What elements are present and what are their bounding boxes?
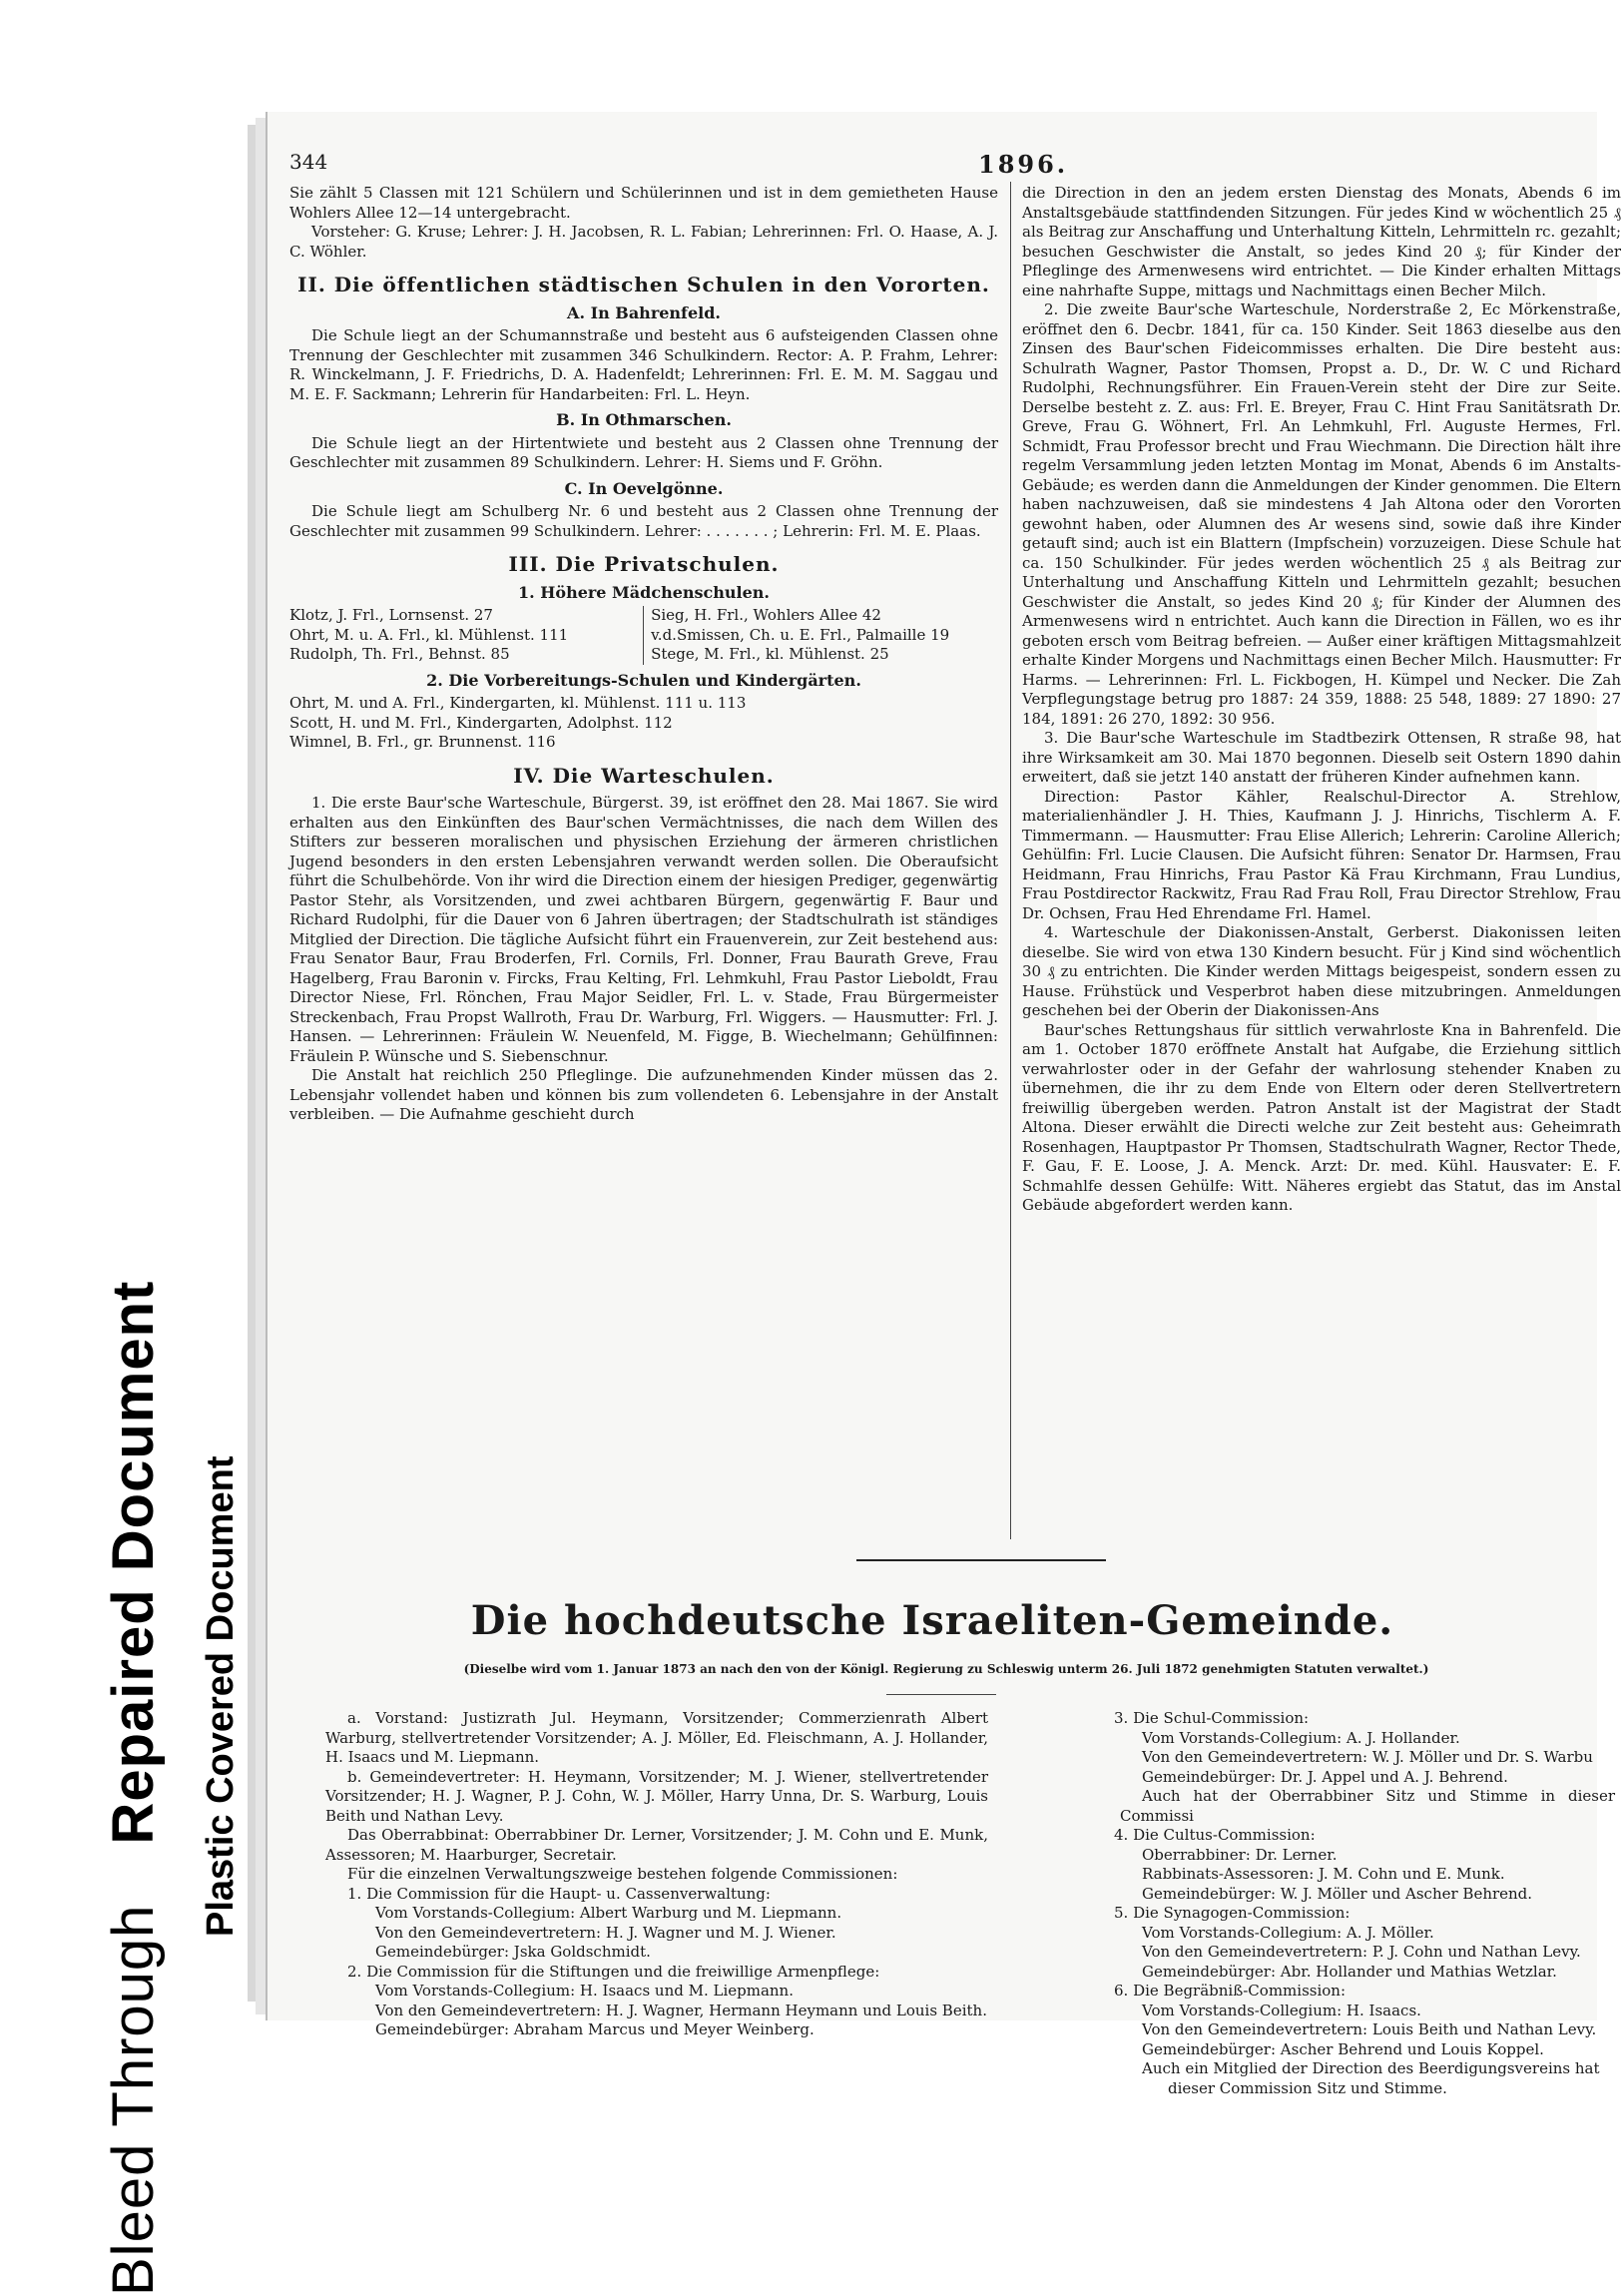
list-item: Rudolph, Th. Frl., Behnst. 85: [289, 645, 510, 663]
commission-line: Gemeindebürger: Dr. J. Appel und A. J. Behrend.: [1142, 1767, 1508, 1786]
document-page: [268, 112, 1621, 2097]
commission-line: Gemeindebürger: Abr. Hollander und Mathias Wetzlar.: [1142, 1962, 1557, 1981]
paragraph: 3. Die Baur'sche Warteschule im Stadtbezirk Ottensen, R straße 98, hat ihre Wirksamkeit am 30. Mai 1870 begonnen. Dieselb seit Ostern 1890 dahin erweitert, daß sie jetzt 140 anstatt der früheren Kinder aufnehmen kann.: [1022, 729, 1621, 786]
commission-line: 5. Die Synagogen-Commission:: [1114, 1904, 1351, 1922]
intro-paragraph: Vorsteher: G. Kruse; Lehrer: J. H. Jacobsen, R. L. Fabian; Lehrerinnen: Frl. O. Haase, A. J. C. Wöhler.: [289, 223, 998, 261]
subsection-title: A. In Bahrenfeld.: [567, 302, 721, 322]
commission-line: b. Gemeindevertreter: H. Heymann, Vorsitzender; M. J. Wiener, stellvertretender Vorsitzender; H. J. Wagner, P. J. Cohn, W. J. Möller, Harry Unna, Dr. S. Warburg, Louis Beith und Nathan Levy.: [325, 1767, 988, 1825]
intro-paragraph: Sie zählt 5 Classen mit 121 Schülern und Schülerinnen und ist in dem gemietheten Hause Wohlers Allee 12—14 untergebracht.: [289, 184, 998, 222]
paragraph: Die Schule liegt an der Hirtentwiete und besteht aus 2 Classen ohne Trennung der Geschlechter mit zusammen 89 Schulkindern. Lehrer: H. Siems und F. Gröhn.: [289, 433, 998, 471]
subsection-title: B. In Othmarschen.: [556, 410, 732, 429]
paragraph: 1. Die erste Baur'sche Warteschule, Bürgerst. 39, ist eröffnet den 28. Mai 1867. Sie wird erhalten aus den Einkünften des Baur'schen Vermächtnisses, die nach dem Willen des Stifters zur besseren moralischen und physischen Erziehung der ärmeren christlichen Jugend besonders in den ersten Lebensjahren verwandt werden sollen. Die Oberaufsicht führt die Schulbehörde. Von ihr wird die Direction einem der hiesigen Prediger, gegenwärtig Pastor Stehr, als Vorsitzenden, und zwei achtbaren Bürgern, gegenwärtig F. Baur und Richard Rudolphi, für die Dauer von 6 Jahren übertragen; der Stadtschulrath ist ständiges Mitglied der Direction. Die tägliche Aufsicht führt ein Frauenverein, zur Zeit bestehend aus: Frau Senator Baur, Frau Broderfen, Frl. Cornils, Frl. Donner, Frau Baurath Greve, Frau Hagelberg, Frau Baronin v. Fircks, Frau Kelting, Frl. Lehmkuhl, Frau Pastor Lieboldt, Frau Director Niese, Frl. Rönchen, Frau Major Seidler, Frl. L. v. Stade, Frau Bürgermeister Streckenbach, Frau Propst Wallroth, Frau Dr. Warburg, Frl. Wiggers. — Hausmutter: Frl. J. Hansen. — Lehrerinnen: Fräulein W. Neuenfeld, M. Figge, B. Wiechelmann; Gehülfinnen: Fräulein P. Wünsche und S. Siebenschnur.: [289, 794, 998, 1065]
section-title: IV. Die Warteschulen.: [513, 763, 775, 788]
commission-line: Gemeindebürger: Jska Goldschmidt.: [375, 1943, 651, 1961]
commission-line: a. Vorstand: Justizrath Jul. Heymann, Vorsitzender; Commerzienrath Albert Warburg, stellvertretender Vorsitzender; A. J. Möller, Ed. Fleischmann, A. J. Hollander, H. Isaacs und M. Liepmann.: [325, 1709, 988, 1766]
commission-line: Von den Gemeindevertretern: H. J. Wagner und M. J. Wiener.: [375, 1923, 836, 1942]
list-item: Klotz, J. Frl., Lornsenst. 27: [289, 606, 493, 624]
commission-line: Von den Gemeindevertretern: H. J. Wagner, Hermann Heymann und Louis Beith.: [375, 2001, 987, 2019]
commission-line: 3. Die Schul-Commission:: [1114, 1709, 1310, 1727]
page-year: 1896.: [978, 150, 1069, 179]
subsection-title: 2. Die Vorbereitungs-Schulen und Kindergärten.: [426, 670, 861, 690]
commission-line: Gemeindebürger: Abraham Marcus und Meyer Weinberg.: [375, 2020, 814, 2038]
page-number: 344: [289, 150, 328, 174]
commission-line: Gemeindebürger: W. J. Möller und Ascher Behrend.: [1142, 1884, 1533, 1903]
commission-line: Vom Vorstands-Collegium: A. J. Hollander.: [1142, 1728, 1460, 1747]
commission-line: 4. Die Cultus-Commission:: [1114, 1826, 1316, 1844]
paragraph: 2. Die zweite Baur'sche Warteschule, Norderstraße 2, Ec Mörkenstraße, eröffnet den 6. Decbr. 1841, für ca. 150 Kinder. Seit 1863 dieselbe aus den Zinsen des Baur'schen Fideicommisses erhalten. Die Dire besteht aus: Schulrath Wagner, Pastor Thomsen, Propst a. D., Dr. W. C und Richard Rudolphi, Rechnungsführer. Ein Frauen-Verein steht der Dire zur Seite. Derselbe besteht z. Z. aus: Frl. E. Breyer, Frau C. Hint Frau Sanitätsrath Dr. Greve, Frau G. Wöhnert, Frl. An Lehmkuhl, Frl. Auguste Hermes, Frl. Schmidt, Frau Professor brecht und Frau Wiechmann. Die Direction hält ihre regelm Versammlung jeden letzten Montag im Monat, Abends 6 im Anstalts-Gebäude; es werden dann die Anmeldungen der Kinder genommen. Die Eltern haben nachzuweisen, daß sie mindestens 4 Jah Altona oder den Vororten gewohnt haben, oder Alumnen des Ar wesens sind, sowie daß ihre Kinder getauft sind; auch ist ein Blattern (Impfschein) vorzuzeigen. Diese Schule hat ca. 150 Schulkinder. Für jedes werden wöchentlich 25 ₰ als Beitrag zur Unterhaltung und Anschaffung Kitteln und Lehrmitteln gezahlt; besuchen Geschwister die Anstalt, so jedes Kind 20 ₰; für Kinder der Alumnen des Armenwesens wird n entrichtet. Auch kann die Direction in Fällen, wo es ihr geboten ersch vom Beitrag befreien. — Außer einer kräftigen Mittagsmahlzeit erhalte Kinder Morgens und Nachmittags einen Becher Milch. Hausmutter: Fr Harms. — Lehrerinnen: Frl. L. Fickbogen, H. Kümpel und Necker. Die Zah Verpflegungstage betrug pro 1887: 24 359, 1888: 25 548, 1889: 27 1890: 27 184, 1891: 26 270, 1892: 30 956.: [1022, 300, 1621, 728]
commission-line: Rabbinats-Assessoren: J. M. Cohn und E. Munk.: [1142, 1865, 1505, 1883]
list-item: Stege, M. Frl., kl. Mühlenst. 25: [651, 645, 889, 663]
paragraph: die Direction in den an jedem ersten Dienstag des Monats, Abends 6 im Anstaltsgebäude stattfindenden Sitzungen. Für jedes Kind w wöchentlich 25 ₰ als Beitrag zur Anschaffung und Unterhaltung Kitteln, Lehrmitteln rc. gezahlt; besuchen Geschwister die Anstalt, so jedes Kind 20 ₰; für Kinder der Pfleglinge des Armenwesens wird entrichtet. — Die Kinder erhalten Mittags eine nahrhafte Suppe, mittags und Nachmittags einen Becher Milch.: [1022, 184, 1621, 299]
commission-line: Vom Vorstands-Collegium: A. J. Möller.: [1142, 1923, 1434, 1942]
bleed-through-text: Bleed Through: [101, 1904, 166, 2296]
section-title: III. Die Privatschulen.: [508, 552, 780, 576]
gemeinde-left-column: [289, 1709, 988, 2040]
commission-line: Für die einzelnen Verwaltungszweige bestehen folgende Commissionen:: [347, 1865, 898, 1883]
school-list-right: [651, 606, 998, 665]
commission-line: 2. Die Commission für die Stiftungen und die freiwillige Armenpflege:: [347, 1962, 880, 1981]
list-item: Sieg, H. Frl., Wohlers Allee 42: [651, 606, 881, 624]
subsection-title: 1. Höhere Mädchenschulen.: [518, 582, 770, 602]
gemeinde-right-column: [1056, 1709, 1615, 2098]
right-column: [1022, 184, 1621, 1216]
commission-line: 1. Die Commission für die Haupt- u. Cassenverwaltung:: [347, 1884, 771, 1903]
note-divider: [886, 1694, 996, 1695]
paragraph: 4. Warteschule der Diakonissen-Anstalt, Gerberst. Diakonissen leiten dieselbe. Sie wird von etwa 130 Kindern besucht. Für j Kind sind wöchentlich 30 ₰ zu entrichten. Die Kinder werden Mittags beigespeist, sondern essen zu Hause. Frühstück und Vesperbrot haben diese mitzubringen. Anmeldungen geschehen bei der Oberin der Diakonissen-Ans: [1022, 923, 1621, 1019]
gemeinde-title: Die hochdeutsche Israeliten-Gemeinde.: [470, 1597, 1394, 1644]
commission-line: Das Oberrabbinat: Oberrabbiner Dr. Lerner, Vorsitzender; J. M. Cohn und E. Munk, Assessoren; M. Haarburger, Secretair.: [325, 1826, 988, 1864]
school-list: [289, 606, 998, 665]
commission-line: Von den Gemeindevertretern: W. J. Möller und Dr. S. Warbu: [1142, 1748, 1593, 1766]
document-labels: [40, 699, 270, 2296]
commission-line: 6. Die Begräbniß-Commission:: [1114, 1982, 1347, 2000]
list-item: Ohrt, M. u. A. Frl., kl. Mühlenst. 111: [289, 625, 569, 644]
commission-line: Auch hat der Oberrabbiner Sitz und Stimme in dieser Commissi: [1120, 1787, 1615, 1825]
commission-line: Von den Gemeindevertretern: P. J. Cohn und Nathan Levy.: [1142, 1943, 1581, 1961]
subsection-title: C. In Oevelgönne.: [564, 478, 724, 498]
list-item: Scott, H. und M. Frl., Kindergarten, Adolphst. 112: [289, 713, 673, 732]
bleed-through-label: [100, 1281, 167, 2296]
left-column: [289, 184, 998, 1125]
commission-line: Oberrabbiner: Dr. Lerner.: [1142, 1845, 1338, 1864]
section-divider: [856, 1559, 1106, 1561]
commission-line: Gemeindebürger: Ascher Behrend und Louis Koppel.: [1142, 2039, 1544, 2058]
commission-line: Vom Vorstands-Collegium: H. Isaacs.: [1142, 2001, 1421, 2019]
section-title: II. Die öffentlichen städtischen Schulen in den Vororten.: [297, 273, 990, 296]
list-item: v.d.Smissen, Ch. u. E. Frl., Palmaille 19: [651, 625, 950, 644]
commission-line: dieser Commission Sitz und Stimme.: [1168, 2078, 1447, 2097]
commission-line: Vom Vorstands-Collegium: Albert Warburg und M. Liepmann.: [375, 1904, 842, 1922]
column-divider: [1010, 182, 1011, 1539]
commission-line: Auch ein Mitglied der Direction des Beerdigungsvereins hat: [1142, 2059, 1600, 2077]
paragraph: Die Schule liegt an der Schumannstraße und besteht aus 6 aufsteigenden Classen ohne Trennung der Geschlechter mit zusammen 346 Schulkindern. Rector: A. P. Frahm, Lehrer: R. Winckelmann, J. F. Friedrichs, D. A. Hadenfeldt; Lehrerinnen: Frl. E. M. M. Saggau und M. E. F. Sackmann; Lehrerin für Handarbeiten: Frl. L. Heyn.: [289, 326, 998, 403]
plastic-covered-label: Plastic Covered Document: [200, 1455, 242, 1937]
paragraph: Die Anstalt hat reichlich 250 Pfleglinge. Die aufzunehmenden Kinder müssen das 2. Lebensjahr vollendet haben und können bis zum vollendeten 6. Lebensjahre in der Anstalt verbleiben. — Die Aufnahme geschieht durch: [289, 1066, 998, 1123]
school-list-left: [289, 606, 644, 665]
gemeinde-note: (Dieselbe wird vom 1. Januar 1873 an nach den von der Königl. Regierung zu Schleswig unterm 26. Juli 1872 genehmigten Statuten verwaltet.): [463, 1662, 1429, 1676]
paragraph: Baur'sches Rettungshaus für sittlich verwahrloste Kna in Bahrenfeld. Die am 1. October 1870 eröffnete Anstalt hat Aufgabe, die Erziehung sittlich verwahrloster oder in der Gefahr der wahrlosung stehender Knaben zu übernehmen, die ihr zu dem Ende von Eltern oder deren Stellvertretern freiwillig übergeben werden. Patron Anstalt ist der Magistrat der Stadt Altona. Dieser erwählt die Directi welche zur Zeit besteht aus: Geheimrath Rosenhagen, Hauptpastor Pr Thomsen, Stadtschulrath Wagner, Rector Thede, F. Gau, F. E. Loose, J. A. Menck. Arzt: Dr. med. Kühl. Hausvater: E. F. Schmahlfe dessen Gehülfe: Witt. Näheres ergiebt das Statut, das im Anstal Gebäude abgefordert werden kann.: [1022, 1020, 1621, 1214]
list-item: Ohrt, M. und A. Frl., Kindergarten, kl. Mühlenst. 111 u. 113: [289, 694, 747, 712]
paragraph: Direction: Pastor Kähler, Realschul-Director A. Strehlow, materialienhändler J. H. Thies, Kaufmann J. J. Hinrichs, Tischlerm A. F. Timmermann. — Hausmutter: Frau Elise Allerich; Lehrerin: Caroline Allerich; Gehülfin: Frl. Lucie Clausen. Die Aufsicht führen: Senator Dr. Harmsen, Frau Heidmann, Frau Hinrichs, Frau Pastor Kä Frau Kirchmann, Frau Lundius, Frau Postdirector Rackwitz, Frau Rad Frau Roll, Frau Director Strehlow, Frau Dr. Ochsen, Frau Hed Ehrendame Frl. Hamel.: [1022, 787, 1621, 922]
commission-line: Von den Gemeindevertretern: Louis Beith und Nathan Levy.: [1142, 2020, 1597, 2038]
paragraph: Die Schule liegt am Schulberg Nr. 6 und besteht aus 2 Classen ohne Trennung der Geschlechter mit zusammen 99 Schulkindern. Lehrer: . . . . . . . ; Lehrerin: Frl. M. E. Plaas.: [289, 502, 998, 540]
list-item: Wimnel, B. Frl., gr. Brunnenst. 116: [289, 733, 556, 751]
commission-line: Vom Vorstands-Collegium: H. Isaacs und M. Liepmann.: [375, 1982, 794, 2000]
repaired-document-label: Repaired Document: [101, 1280, 166, 1845]
